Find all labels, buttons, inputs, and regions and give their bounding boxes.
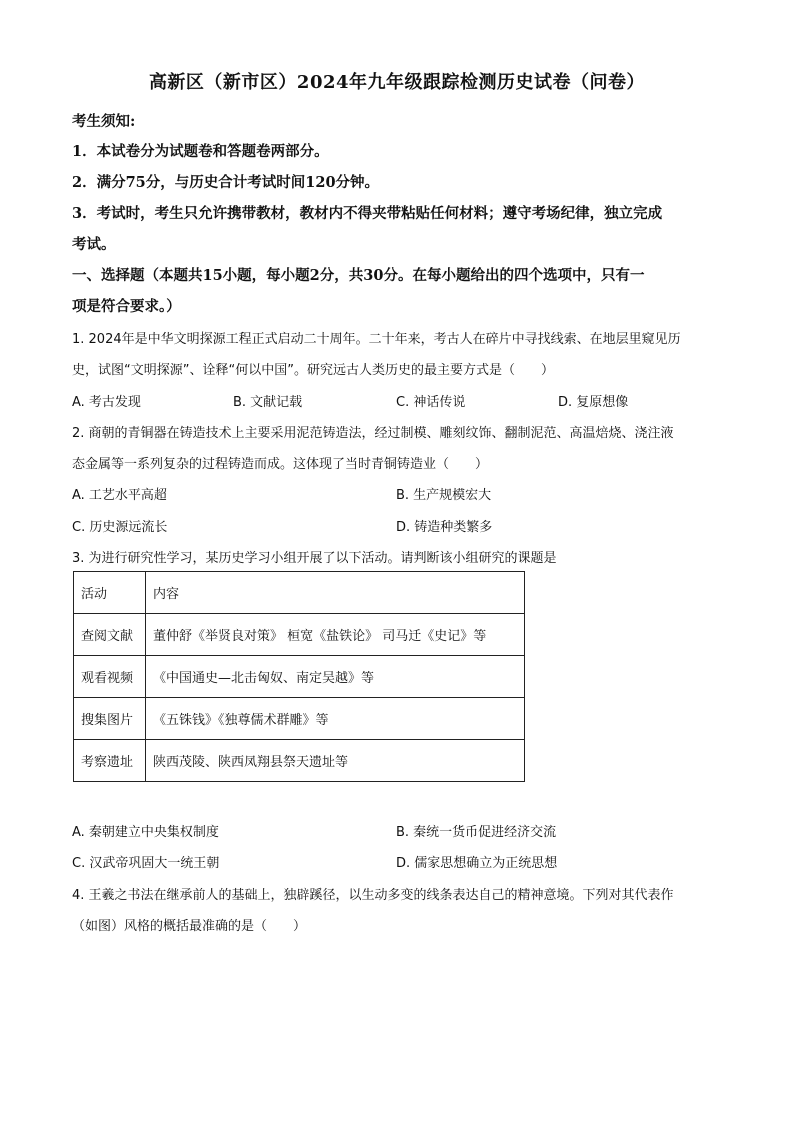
table-header-cell: 活动: [74, 572, 146, 614]
q2-stem-cont: 态金属等一系列复杂的过程铸造而成。这体现了当时青铜铸造业（ ）: [72, 457, 489, 472]
q3-stem: 3. 为进行研究性学习，某历史学习小组开展了以下活动。请判断该小组研究的课题是: [72, 551, 557, 566]
q1-option-b: B. 文献记载: [233, 395, 303, 410]
q2-stem: 2. 商朝的青铜器在铸造技术上主要采用泥范铸造法，经过制模、雕刻纹饰、翻制泥范、高温焙烧、浇注液: [72, 426, 674, 441]
q2-option-d: D. 铸造种类繁多: [396, 520, 493, 535]
q3-option-a: A. 秦朝建立中央集权制度: [72, 825, 219, 840]
q1-option-d: D. 复原想像: [558, 395, 629, 410]
q1-stem: 1. 2024年是中华文明探源工程正式启动二十周年。二十年来，考古人在碎片中寻找线索、在地层里窥见历: [72, 332, 681, 347]
table-cell-content: 陕西茂陵、陕西凤翔县祭天遗址等: [146, 740, 525, 782]
q2-option-c: C. 历史源远流长: [72, 520, 168, 535]
table-header-cell: 内容: [146, 572, 525, 614]
notice-item-1: 1．本试卷分为试题卷和答题卷两部分。: [72, 143, 329, 160]
notice-item-3: 3．考试时，考生只允许携带教材，教材内不得夹带粘贴任何材料；遵守考场纪律，独立完成: [72, 205, 663, 222]
section-heading: 一、选择题（本题共15小题，每小题2分，共30分。在每小题给出的四个选项中，只有一: [72, 267, 645, 284]
q4-stem: 4. 王羲之书法在继承前人的基础上，独辟蹊径，以生动多变的线条表达自己的精神意境。下列对其代表作: [72, 888, 674, 903]
q4-stem-cont: （如图）风格的概括最准确的是（ ）: [72, 919, 307, 934]
table-cell-activity: 观看视频: [74, 656, 146, 698]
q2-option-b: B. 生产规模宏大: [396, 488, 492, 503]
table-row: [74, 614, 525, 656]
q3-option-b: B. 秦统一货币促进经济交流: [396, 825, 557, 840]
notice-heading: 考生须知:: [72, 113, 136, 130]
table-cell-content: 董仲舒《举贤良对策》 桓宽《盐铁论》 司马迁《史记》等: [146, 614, 525, 656]
table-header-row: [74, 572, 525, 614]
q3-option-d: D. 儒家思想确立为正统思想: [396, 856, 558, 871]
table-cell-activity: 考察遗址: [74, 740, 146, 782]
table-cell-activity: 查阅文献: [74, 614, 146, 656]
q3-activity-table: [73, 571, 525, 782]
notice-item-2: 2．满分75分，与历史合计考试时间120分钟。: [72, 174, 380, 191]
q1-stem-cont: 史，试图“文明探源”、诠释“何以中国”。研究远古人类历史的最主要方式是（ ）: [72, 363, 554, 378]
table-cell-content: 《中国通史—北击匈奴、南定吴越》等: [146, 656, 525, 698]
table-cell-content: 《五铢钱》《独尊儒术群雕》等: [146, 698, 525, 740]
q1-option-a: A. 考古发现: [72, 395, 141, 410]
table-cell-activity: 搜集图片: [74, 698, 146, 740]
table-row: [74, 740, 525, 782]
notice-item-3-cont: 考试。: [72, 236, 116, 253]
page-title: 高新区（新市区）2024年九年级跟踪检测历史试卷（问卷）: [148, 72, 646, 93]
table-row: [74, 698, 525, 740]
q3-option-c: C. 汉武帝巩固大一统王朝: [72, 856, 220, 871]
q1-option-c: C. 神话传说: [396, 395, 466, 410]
table-row: [74, 656, 525, 698]
q2-option-a: A. 工艺水平高超: [72, 488, 167, 503]
section-heading-cont: 项是符合要求。）: [72, 298, 181, 315]
